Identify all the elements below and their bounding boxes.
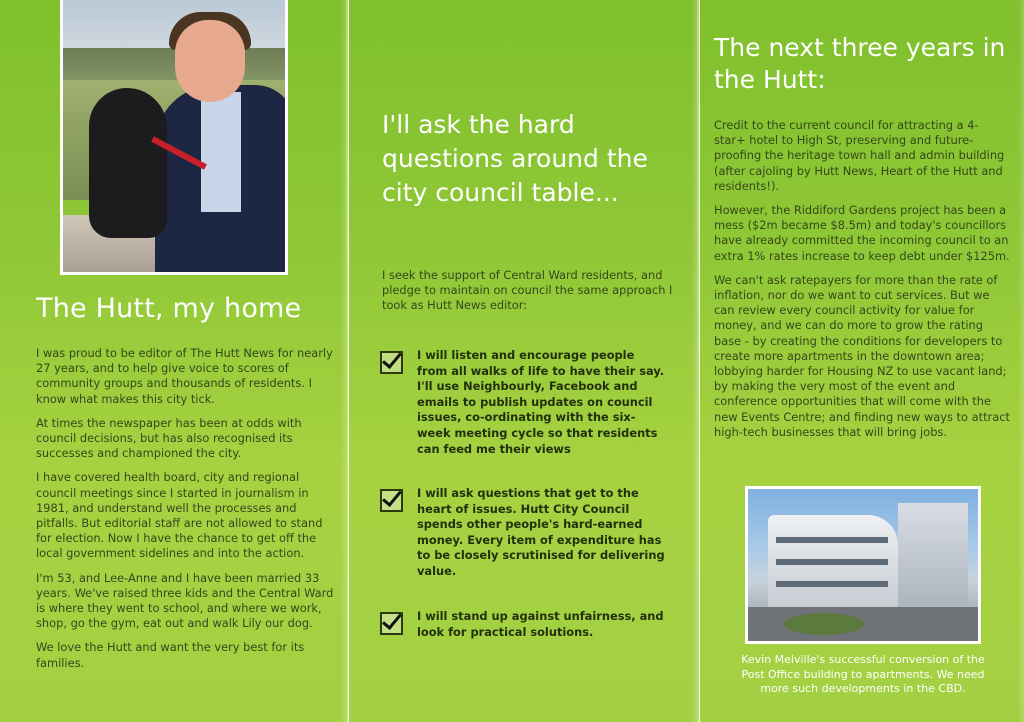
home-paragraph: At times the newspaper has been at odds with council decisions, but has also recognised its successes and championed the city.: [36, 415, 302, 461]
next-years-text: [714, 118, 1010, 449]
right-panel: [700, 0, 1024, 722]
pledge-item: [380, 609, 680, 640]
home-paragraph: I have covered health board, city and regional council meetings since I started in journalism in 1981, and understand well the processes and pitfalls. But editorial staff are not allowed to stand for election. Now I have the chance to get off the local government sidelines and into the action.: [36, 470, 323, 561]
pledge-item: [380, 486, 680, 580]
pledge-text: I will listen and encourage people from all walks of life to have their say. I'll use Neighbourly, Facebook and emails to publish updates on council issues, co-ordinating with the six-week meeting cycle so that residents can feed me their views: [417, 348, 665, 456]
hard-questions-heading: I'll ask the hard questions around the city council table...: [382, 110, 648, 207]
home-paragraph: I was proud to be editor of The Hutt News for nearly 27 years, and to help give voice to scores of community groups and thousands of residents. I know what makes this city tick.: [36, 346, 333, 406]
pledge-item: [380, 348, 680, 457]
checkbox-icon: [380, 489, 403, 512]
home-paragraph: I'm 53, and Lee-Anne and I have been married 33 years. We've raised three kids and the Central Ward is where they went to school, and where we work, shop, go the gym, eat out and walk Lily our dog.: [36, 570, 334, 631]
next-years-paragraph: We can't ask ratepayers for more than the rate of inflation, nor do we want to cut services. But we can review every council activity for value for money, and we can do more to grow the rating base - by creating the conditions for developers to create more apartments in the downtown area; lobbying harder for Housing NZ to use vacant land; by making the very most of the event and conference opportunities that will come with the new Events Centre; and finding new ways to attract high-tech businesses that will bring jobs.: [714, 272, 1010, 439]
home-heading: The Hutt, my home: [36, 293, 302, 324]
left-panel: [0, 0, 348, 722]
candidate-with-dog-photo: [60, 0, 288, 275]
next-three-years-heading: The next three years in the Hutt:: [714, 33, 1006, 94]
pledge-intro: I seek the support of Central Ward residents, and pledge to maintain on council the same approach I took as Hutt News editor:: [382, 268, 673, 313]
next-years-paragraph: However, the Riddiford Gardens project has been a mess ($2m became $8.5m) and today's councillors have already committed the incoming council to an extra 1% rates increase to keep debt under $125m.: [714, 203, 1010, 263]
next-years-paragraph: Credit to the current council for attracting a 4-star+ hotel to High St, preserving and future-proofing the heritage town hall and admin building (after cajoling by Hutt News, Heart of the Hutt and residents!).: [714, 118, 1005, 193]
home-paragraph: We love the Hutt and want the very best for its families.: [36, 640, 305, 670]
post-office-building-photo: [745, 486, 981, 644]
checkbox-icon: [380, 612, 403, 635]
pledge-text: I will stand up against unfairness, and look for practical solutions.: [417, 609, 664, 639]
home-text: [36, 346, 336, 680]
pledge-text: I will ask questions that get to the heart of issues. Hutt City Council spends other people's hard-earned money. Every item of expenditure has to be closely scrutinised for delivering value.: [417, 486, 665, 578]
middle-panel: [349, 0, 699, 722]
photo-caption: Kevin Melville's successful conversion of the Post Office building to apartments. We need more such developments in the CBD.: [741, 653, 985, 695]
checkbox-icon: [380, 351, 403, 374]
